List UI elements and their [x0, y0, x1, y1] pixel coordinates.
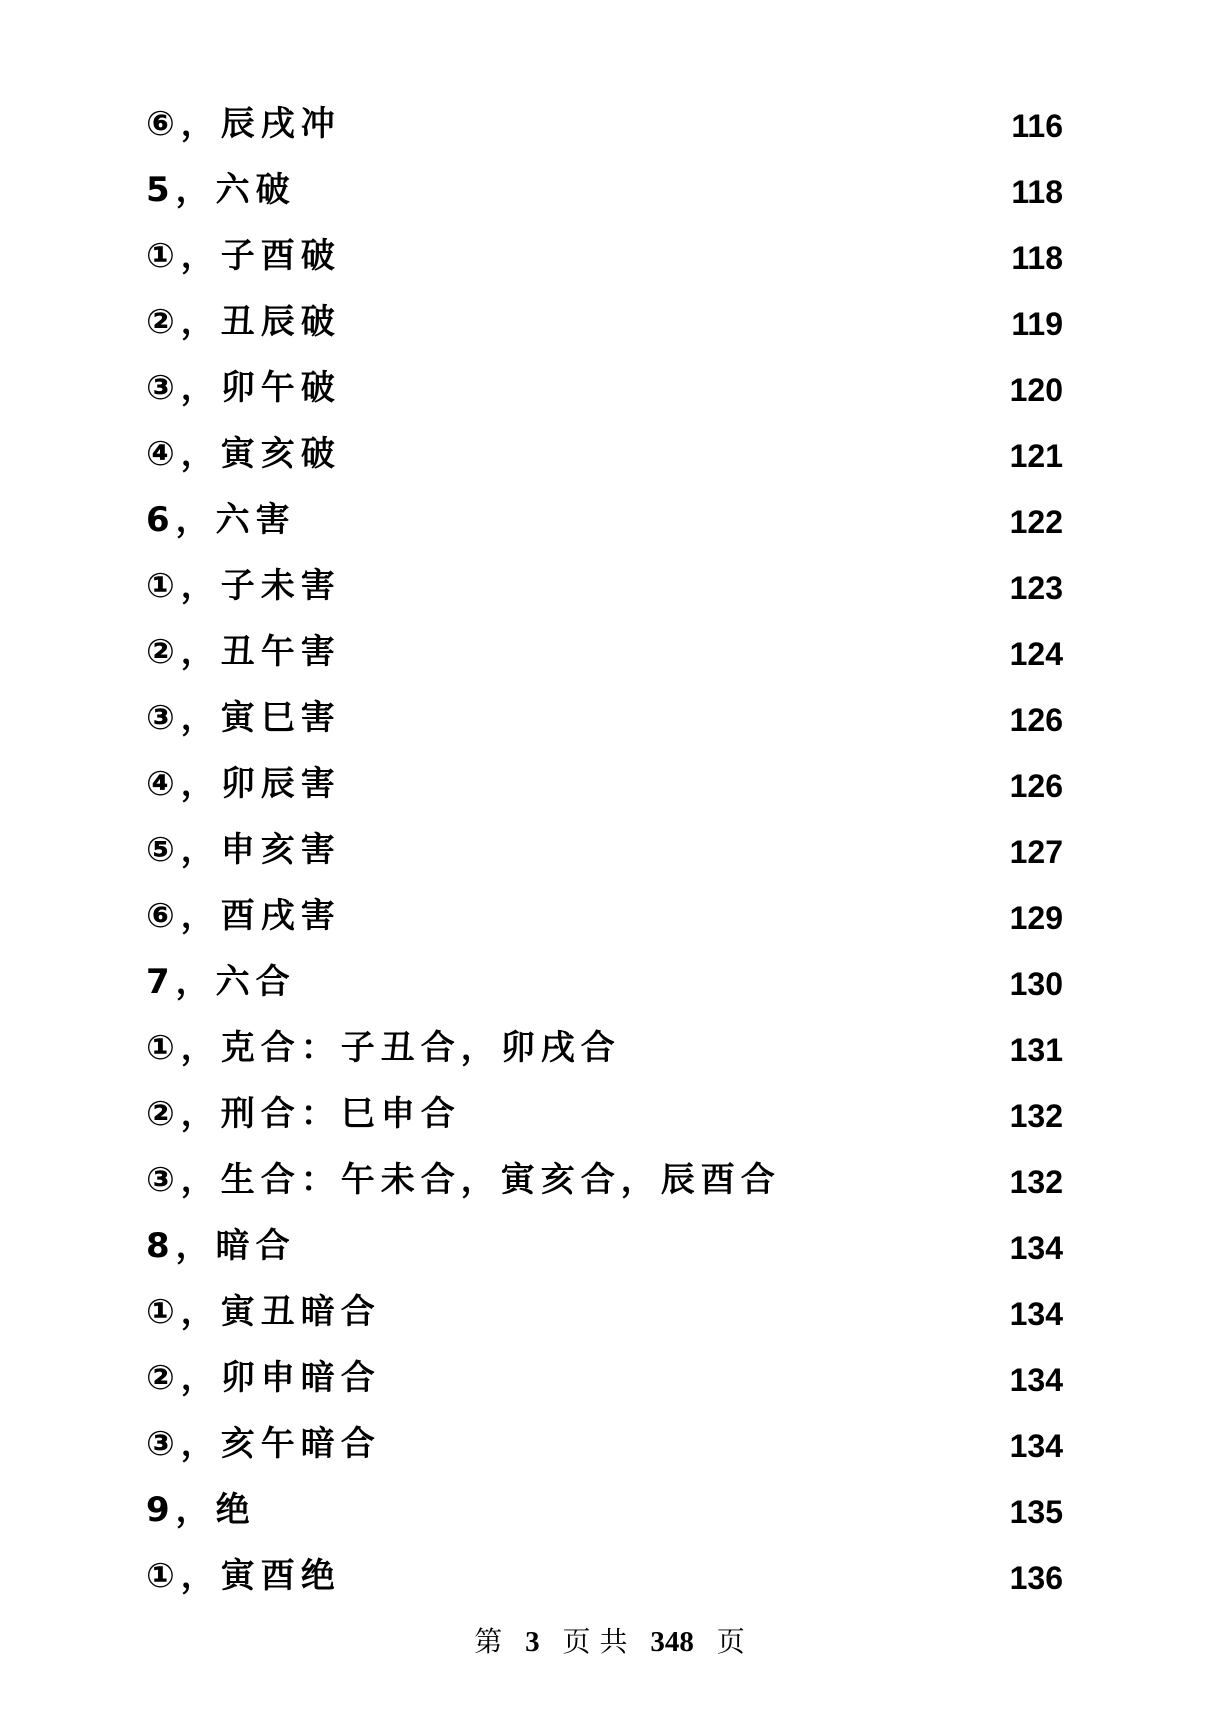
table-of-contents [0, 104, 1219, 1622]
toc-entry-title: ①，寅丑暗合 [146, 1292, 381, 1332]
toc-entry-page: 118 [1011, 174, 1063, 210]
toc-entry-title: ③，卯午破 [146, 368, 341, 408]
toc-entry[interactable] [0, 104, 1219, 170]
toc-entry-title: ①，子未害 [146, 566, 341, 606]
toc-entry-page: 118 [1011, 240, 1063, 276]
toc-entry-page: 123 [1009, 570, 1063, 606]
toc-entry[interactable] [0, 170, 1219, 236]
toc-entry-page: 135 [1009, 1494, 1063, 1530]
toc-entry-page: 126 [1009, 768, 1063, 804]
footer-total-pages: 348 [650, 1626, 694, 1658]
toc-entry-page: 134 [1009, 1428, 1063, 1464]
toc-entry[interactable] [0, 698, 1219, 764]
toc-entry-page: 134 [1009, 1230, 1063, 1266]
footer-current-page: 3 [525, 1626, 540, 1658]
toc-entry-page: 121 [1009, 438, 1063, 474]
toc-entry-page: 136 [1009, 1560, 1063, 1596]
toc-entry[interactable] [0, 632, 1219, 698]
toc-entry-title: ②，丑午害 [146, 632, 341, 672]
toc-entry-page: 122 [1009, 504, 1063, 540]
toc-entry[interactable] [0, 1556, 1219, 1622]
toc-entry[interactable] [0, 236, 1219, 302]
toc-entry[interactable] [0, 1424, 1219, 1490]
footer-middle: 页 共 [562, 1625, 628, 1658]
toc-entry[interactable] [0, 1160, 1219, 1226]
toc-entry-title: ②，卯申暗合 [146, 1358, 381, 1398]
toc-entry[interactable] [0, 830, 1219, 896]
toc-entry-page: 127 [1009, 834, 1063, 870]
toc-entry-title: 6，六害 [146, 500, 296, 540]
toc-entry[interactable] [0, 434, 1219, 500]
toc-entry-title: 8，暗合 [146, 1226, 296, 1266]
toc-entry-title: ⑥，酉戌害 [146, 896, 341, 936]
footer-prefix: 第 [474, 1625, 503, 1658]
toc-entry[interactable] [0, 1094, 1219, 1160]
toc-entry-title: ④，卯辰害 [146, 764, 341, 804]
toc-entry-page: 132 [1009, 1164, 1063, 1200]
toc-entry-page: 124 [1009, 636, 1063, 672]
page-footer [0, 1624, 1219, 1660]
footer-suffix: 页 [716, 1625, 745, 1658]
toc-entry-page: 130 [1009, 966, 1063, 1002]
toc-entry-page: 129 [1009, 900, 1063, 936]
toc-entry-title: ③，寅巳害 [146, 698, 341, 738]
toc-entry[interactable] [0, 368, 1219, 434]
toc-entry[interactable] [0, 896, 1219, 962]
toc-entry-page: 119 [1011, 306, 1063, 342]
toc-entry-page: 134 [1009, 1362, 1063, 1398]
toc-entry-title: ①，克合：子丑合，卯戌合 [146, 1028, 621, 1068]
toc-entry-title: ①，子酉破 [146, 236, 341, 276]
toc-entry-title: ⑥，辰戌冲 [146, 104, 341, 144]
toc-entry[interactable] [0, 1226, 1219, 1292]
toc-entry-page: 131 [1009, 1032, 1063, 1068]
toc-entry[interactable] [0, 1490, 1219, 1556]
toc-entry-title: ③，亥午暗合 [146, 1424, 381, 1464]
toc-entry[interactable] [0, 962, 1219, 1028]
toc-entry-title: ②，丑辰破 [146, 302, 341, 342]
toc-entry-page: 126 [1009, 702, 1063, 738]
toc-entry[interactable] [0, 500, 1219, 566]
toc-entry[interactable] [0, 764, 1219, 830]
toc-entry-page: 116 [1011, 108, 1063, 144]
toc-entry-title: ②，刑合：巳申合 [146, 1094, 461, 1134]
toc-entry-page: 134 [1009, 1296, 1063, 1332]
toc-entry-title: ③，生合：午未合，寅亥合，辰酉合 [146, 1160, 781, 1200]
toc-entry[interactable] [0, 566, 1219, 632]
toc-entry-title: ④，寅亥破 [146, 434, 341, 474]
toc-entry[interactable] [0, 1028, 1219, 1094]
toc-entry-title: 7，六合 [146, 962, 296, 1002]
toc-entry[interactable] [0, 1358, 1219, 1424]
toc-entry-title: 9，绝 [146, 1490, 256, 1530]
toc-entry-page: 132 [1009, 1098, 1063, 1134]
toc-entry-page: 120 [1009, 372, 1063, 408]
toc-entry-title: ⑤，申亥害 [146, 830, 341, 870]
toc-entry-title: 5，六破 [146, 170, 296, 210]
toc-entry[interactable] [0, 302, 1219, 368]
toc-entry[interactable] [0, 1292, 1219, 1358]
toc-entry-title: ①，寅酉绝 [146, 1556, 341, 1596]
